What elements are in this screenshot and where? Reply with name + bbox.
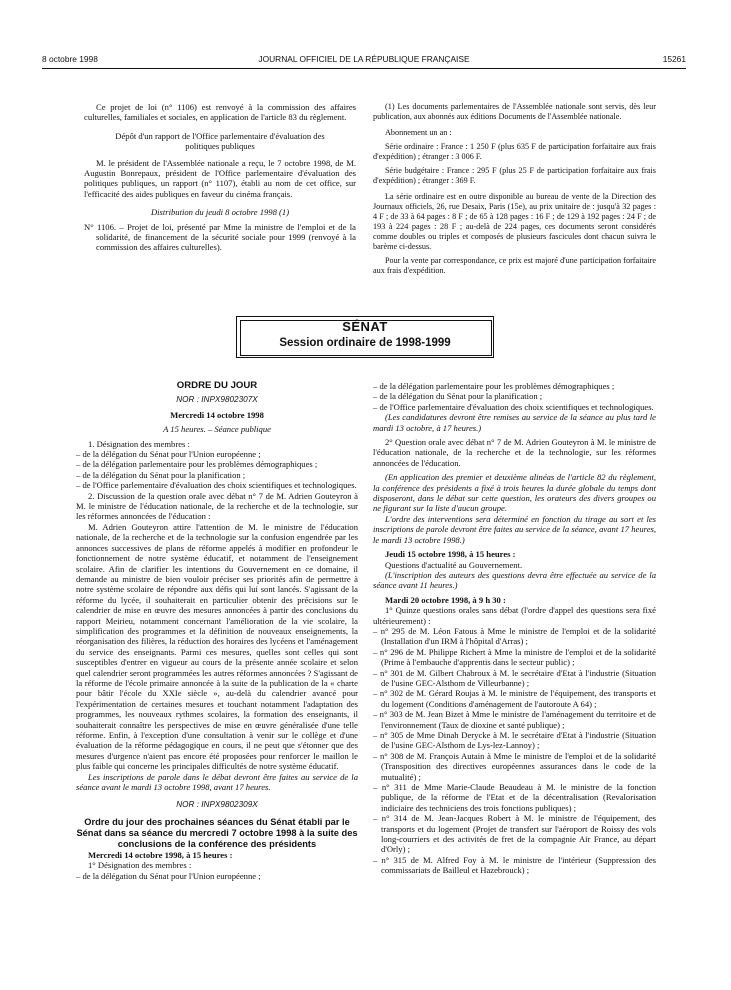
question-item: – n° 301 de M. Gilbert Chabroux à M. le secrétaire d'Etat à l'industrie (Situation de l'usine GEC-Alsthom de Villeurbanne) ; — [373, 667, 656, 688]
agenda-block-title: Ordre du jour des prochaines séances du Sénat établi par le Sénat dans sa séance du mercredi 7 octobre 1998 à la suite des conclusions de la conférence des présidents — [76, 816, 358, 849]
question-item: – n° 315 de M. Alfred Foy à M. le ministre de l'intérieur (Suppression des commissariats de Bailleul et Hazebrouck) ; — [373, 854, 656, 876]
nor-reference — [76, 395, 358, 405]
nor-code: NOR : INPX9802309X — [176, 800, 258, 810]
section-heading: Dépôt d'un rapport de l'Office parlementaire d'évaluation des politiques publiques — [115, 130, 325, 152]
footnote: (1) Les documents parlementaires de l'Assemblée nationale sont servis, dès leur publication, aux abonnés aux éditions Documents de l'Assemblée nationale. — [373, 102, 656, 121]
list-item: – de la délégation parlementaire pour les problèmes démographiques ; — [76, 459, 318, 470]
header-title: JOURNAL OFFICIEL DE LA RÉPUBLIQUE FRANÇAISE — [258, 54, 470, 64]
session-date: Mercredi 14 octobre 1998, à 15 heures : — [88, 849, 233, 860]
senat-column-right — [373, 381, 656, 981]
subscription-label: Abonnement un an : — [385, 128, 452, 137]
question-item: – n° 308 de M. François Autain à Mme le ministre de l'emploi et de la solidarité (Transposition des directives européennes assurances dans le code de la mutualité) ; — [373, 750, 656, 782]
candidatures-note: (Les candidatures devront être remises au service de la séance au plus tard le mardi 13 octobre, à 17 heures.) — [373, 412, 656, 433]
interventions-note: L'ordre des interventions sera déterminé en fonction du tirage au sort et les inscriptions de parole devront être faites au service de la séance, avant 17 heures, le mardi 13 octobre 1998.) — [373, 513, 656, 545]
paragraph: M. le président de l'Assemblée nationale a reçu, le 7 octobre 1998, de M. Augustin Bonrepaux, président de l'Office parlementaire d'évaluation des politiques publiques, un rapport (n° 1107), établi au nom de cet office, sur l'efficacité des aides publiques en faveur du cinéma français. — [84, 157, 356, 199]
question-item: – n° 311 de Mme Marie-Claude Beaudeau à M. le ministre de la fonction publique, de la réforme de l'Etat et de la décentralisation (Revalorisation indiciaire des techniciens des trois fonctions publiques) ; — [373, 782, 656, 813]
list-item: – de la délégation du Sénat pour l'Union européenne ; — [76, 870, 261, 881]
question-item: – n° 305 de Mme Dinah Derycke à M. le secrétaire d'Etat à l'industrie (Situation de l'usine GEC-Alsthom de Lys-lez-Lannoy) ; — [373, 730, 656, 751]
distribution-heading: Distribution du jeudi 8 octobre 1998 (1) — [150, 207, 290, 218]
agenda-item: 1. Désignation des membres : — [88, 438, 190, 449]
header-page-number: 15261 — [662, 54, 686, 64]
question-item: – n° 295 de M. Léon Fatous à Mme le ministre de l'emploi et de la solidarité (Installation d'un IRM à l'hôpital d'Arras) ; — [373, 625, 656, 647]
application-note: (En application des premier et deuxième alinéas de l'article 82 du règlement, la conférence des présidents a fixé à trois heures la durée globale du temps dont disposeront, dans le débat sur cette question, les orateurs des divers groupes ou ne figurant sur la liste d'aucun groupe. — [373, 472, 656, 514]
question-item: – n° 302 de M. Gérard Roujas à M. le ministre de l'équipement, des transports et du logement (Conditions d'aménagement de l'autoroute A 64) ; — [373, 688, 656, 709]
page-header — [42, 54, 686, 68]
question-item: – n° 296 de M. Philippe Richert à Mme la ministre de l'emploi et de la solidarité (Prime à l'embauche d'apprentis dans le secteur public) ; — [373, 646, 656, 668]
session-date: Mardi 20 octobre 1998, à 9 h 30 : — [385, 594, 506, 605]
session-date: Jeudi 15 octobre 1998, à 15 heures : — [385, 549, 516, 560]
banner-subtitle: Session ordinaire de 1998-1999 — [279, 337, 451, 349]
paragraph: Série budgétaire : France : 295 F (plus 25 F de participation forfaitaire aux frais d'expédition) ; étranger : 369 F. — [373, 166, 656, 185]
paragraph: N° 1106. – Projet de loi, présenté par Mme la ministre de l'emploi et de la solidarité, de financement de la sécurité sociale pour 1999 (renvoyé à la commission des affaires culturelles). — [84, 221, 356, 253]
nor-reference — [76, 800, 358, 810]
list-item: – de la délégation du Sénat pour la planification ; — [76, 469, 246, 480]
assemblee-column-left — [84, 102, 356, 282]
question-text: M. Adrien Gouteyron attire l'attention de M. le ministre de l'éducation nationale, de la recherche et de la technologie sur la confusion engendrée par les annonces successives de plans de réforme appelés à modifier en profondeur le fonctionnement de notre système éducatif, et notamment de l'enseignement scolaire. Afin de clarifier les intentions du Gouvernement en ce domaine, il demande au ministre de bien vouloir préciser ses priorités afin de permettre à notre système scolaire de répondre aux défis qui lui sont lancés. S'agissant de la réforme du lycée, il souhaiterait en particulier obtenir des précisions sur le calendrier de mise en œuvre des mesures annoncées à partir des conclusions du rapport Meirieu, notamment concernant l'amélioration de la vie scolaire, la simplification des programmes et la définition de nouveaux enseignements, la réorganisation des filières, la réduction des horaires des lycéens et l'aménagement du service des enseignants. Parmi ces mesures, quelles sont celles qui sont susceptibles d'entrer en vigueur au cours de la présente année scolaire et selon quel calendrier seront programmées les autres réformes annoncées ? S'agissant de la réforme de l'école primaire annoncée à la suite de la publication de la « charte pour bâtir l'école du XXIe siècle », au-delà du calendrier avancé pour l'expérimentation de certaines mesures et touchant notamment l'adaptation des programmes, les nouveaux rythmes scolaires, la formation des enseignants, il souhaiterait connaître les perspectives de mise en œuvre généralisée d'une telle réforme. Enfin, à l'exception d'une consultation à venir sur le collège et d'une évaluation de la réforme pédagogique en cours, il ne peut que s'étonner que des mesures d'urgence n'aient pas encore été proposées pour renforcer le maillon le plus faible qui concerne les principales difficultés de notre système éducatif. — [76, 521, 358, 772]
agenda-item: Questions d'actualité au Gouvernement. — [385, 559, 523, 570]
list-item: – de l'Office parlementaire d'évaluation des choix scientifiques et technologiques. — [76, 480, 357, 491]
assemblee-column-right — [373, 102, 656, 282]
senat-column-left — [76, 381, 358, 981]
list-item: – de la délégation du Sénat pour la planification ; — [373, 391, 543, 402]
inscriptions-note: Les inscriptions de parole dans le débat devront être faites au service de la séance avant le mardi 13 octobre 1998, avant 17 heures. — [76, 771, 358, 793]
agenda-item: 2° Question orale avec débat n° 7 de M. Adrien Gouteyron à M. le ministre de l'éducation nationale, de la recherche et de la technologie, sur les réformes annoncées de l'éducation. — [373, 437, 656, 468]
question-item: – n° 314 de M. Jean-Jacques Robert à M. le ministre de l'équipement, des transports et du logement (Projet de transfert sur l'aéroport de Roissy des vols long-courriers et des activités de fret de la compagnie Air France, au départ d'Orly) ; — [373, 813, 656, 855]
paragraph: Ce projet de loi (n° 1106) est renvoyé à la commission des affaires culturelles, familiales et sociales, en application de l'article 83 du règlement. — [84, 102, 356, 123]
nor-code: NOR : INPX9802307X — [176, 395, 258, 405]
paragraph: La série ordinaire est en outre disponible au bureau de vente de la Direction des Journaux officiels, 26, rue Desaix, Paris (15e), au prix unitaire de : jusqu'à 32 pages : 4 F ; de 33 à 64 pages : 8 F ; de 65 à 128 pages : 16 F ; de 129 à 192 pages : 24 F ; de 193 à 224 pages : 28 F ; au-delà de 224 pages, ces documents seront considérés comme doubles ou triples et composés de plusieurs fascicules dont chacun suivra le barème ci-dessus. — [373, 192, 656, 251]
paragraph: Pour la vente par correspondance, ce prix est majoré d'une participation forfaitaire aux frais d'expédition. — [373, 256, 656, 275]
agenda-item: 1° Désignation des membres : — [88, 860, 192, 871]
list-item: – de l'Office parlementaire d'évaluation des choix scientifiques et technologiques. — [373, 401, 654, 412]
question-item: – n° 303 de M. Jean Bizet à Mme le ministre de l'aménagement du territoire et de l'environnement (Taux de dioxine et santé publique) ; — [373, 709, 656, 730]
session-date: Mercredi 14 octobre 1998 — [170, 409, 264, 420]
list-item: – de la délégation du Sénat pour l'Union européenne ; — [76, 449, 261, 460]
paragraph: Série ordinaire : France : 1 250 F (plus 635 F de participation forfaitaire aux frais d'expédition) ; étranger : 3 006 F. — [373, 142, 656, 161]
inscriptions-note: (L'inscription des auteurs des questions devra être effectuée au service de la séance avant 11 heures.) — [373, 569, 656, 591]
section-heading: ORDRE DU JOUR — [176, 381, 258, 391]
senat-banner — [236, 316, 494, 358]
header-rule — [42, 68, 686, 69]
list-item: – de la délégation parlementaire pour les problèmes démographiques ; — [373, 381, 615, 391]
agenda-item: 2. Discussion de la question orale avec débat n° 7 de M. Adrien Gouteyron à M. le ministre de l'éducation nationale, de la recherche et de la technologie, sur les réformes annoncées de l'éducation : — [76, 490, 358, 522]
session-time: A 15 heures. – Séance publique — [163, 424, 271, 435]
banner-title: SÉNAT — [342, 319, 388, 334]
agenda-item: 1° Quinze questions orales sans débat (l'ordre d'appel des questions sera fixé ultérieurement) : — [373, 605, 656, 626]
header-date: 8 octobre 1998 — [42, 54, 98, 64]
